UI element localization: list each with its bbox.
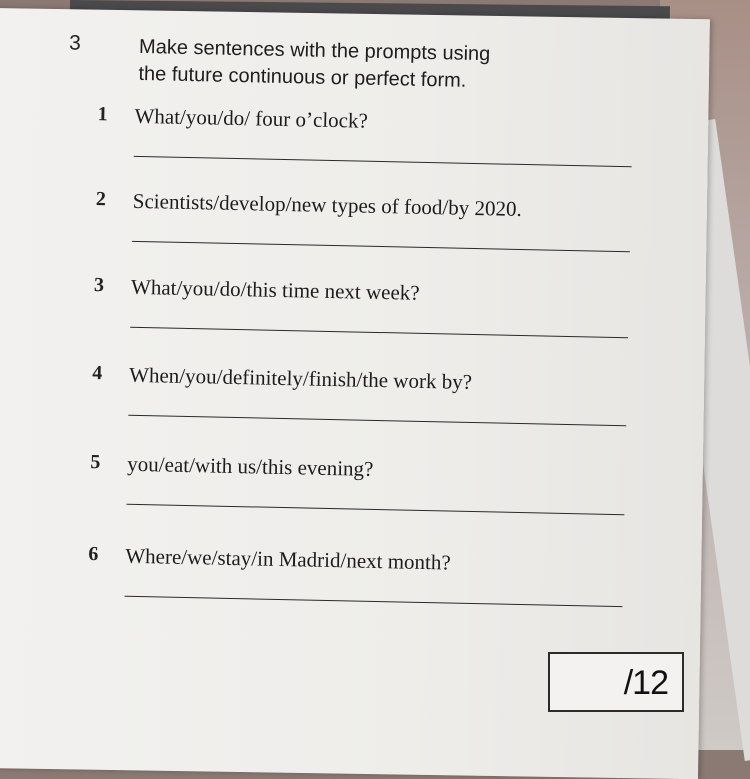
answer-line[interactable] (132, 241, 630, 252)
score-total: /12 (623, 664, 668, 702)
answer-line[interactable] (125, 596, 623, 607)
score-box (548, 652, 684, 712)
question-number: 5 (90, 450, 101, 474)
exercise-number: 3 (68, 31, 82, 55)
question-prompt: What/you/do/ four o’clock? (134, 103, 369, 133)
instruction-line-2: the future continuous or perfect form. (138, 62, 467, 92)
question-item (88, 542, 649, 575)
question-number: 3 (93, 274, 105, 297)
question-number: 1 (97, 103, 108, 126)
question-item (93, 274, 654, 305)
question-number: 6 (88, 542, 99, 566)
question-item (90, 450, 651, 481)
question-item (91, 362, 652, 394)
question-number: 4 (91, 362, 103, 385)
question-prompt: Scientists/develop/new types of food/by 2020. (132, 188, 523, 221)
exercise-instruction (138, 34, 609, 98)
instruction-line-1: Make sentences with the prompts using (138, 35, 491, 66)
question-item (97, 103, 658, 133)
answer-line[interactable] (126, 504, 624, 515)
question-prompt: Where/we/stay/in Madrid/next month? (125, 543, 451, 575)
question-prompt: you/eat/with us/this evening? (127, 451, 374, 481)
question-item (95, 188, 656, 221)
question-number: 2 (95, 188, 107, 211)
answer-line[interactable] (134, 156, 632, 167)
question-prompt: What/you/do/this time next week? (130, 274, 420, 305)
answer-line[interactable] (130, 327, 628, 338)
answer-line[interactable] (128, 415, 626, 426)
question-prompt: When/you/definitely/finish/the work by? (128, 362, 473, 394)
